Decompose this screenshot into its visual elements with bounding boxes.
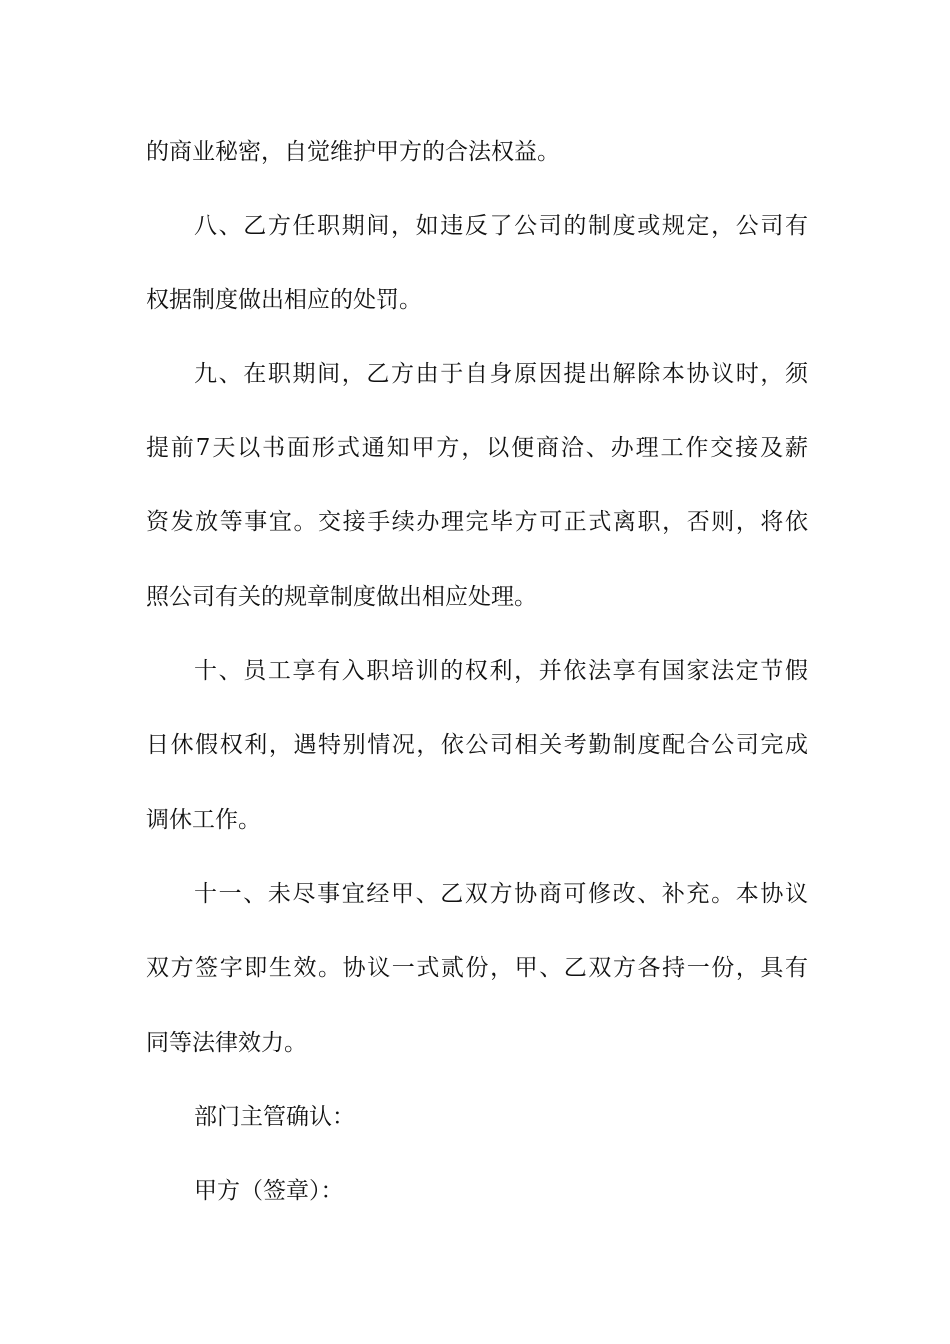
clause-11-line-3: 同等法律效力。 — [146, 1030, 307, 1056]
party-a-signature-label: 甲方（签章）： — [194, 1178, 344, 1204]
clause-11-line-1: 十一、未尽事宜经甲、乙双方协商可修改、补充。本协议 — [194, 881, 808, 907]
clause-8-line-1: 八、乙方任职期间，如违反了公司的制度或规定，公司有 — [194, 213, 808, 239]
clause-10-line-1: 十、员工享有入职培训的权利，并依法享有国家法定节假 — [194, 658, 808, 684]
clause-9-line-4: 照公司有关的规章制度做出相应处理。 — [146, 584, 537, 610]
clause-10-line-3: 调休工作。 — [146, 807, 261, 833]
clause-9-line-1: 九、在职期间，乙方由于自身原因提出解除本协议时，须 — [194, 361, 808, 387]
department-manager-confirm-label: 部门主管确认： — [194, 1104, 355, 1130]
clause-8-line-2: 权据制度做出相应的处罚。 — [146, 287, 422, 313]
clause-11-line-2: 双方签字即生效。协议一式贰份，甲、乙双方各持一份，具有 — [146, 955, 808, 981]
clause-9-line-3: 资发放等事宜。交接手续办理完毕方可正式离职，否则，将依 — [146, 509, 808, 535]
clause-9-line-2: 提前7天以书面形式通知甲方，以便商洽、办理工作交接及薪 — [146, 435, 808, 461]
text-line-1: 的商业秘密，自觉维护甲方的合法权益。 — [146, 139, 560, 165]
clause-10-line-2: 日休假权利，遇特别情况，依公司相关考勤制度配合公司完成 — [146, 732, 808, 758]
